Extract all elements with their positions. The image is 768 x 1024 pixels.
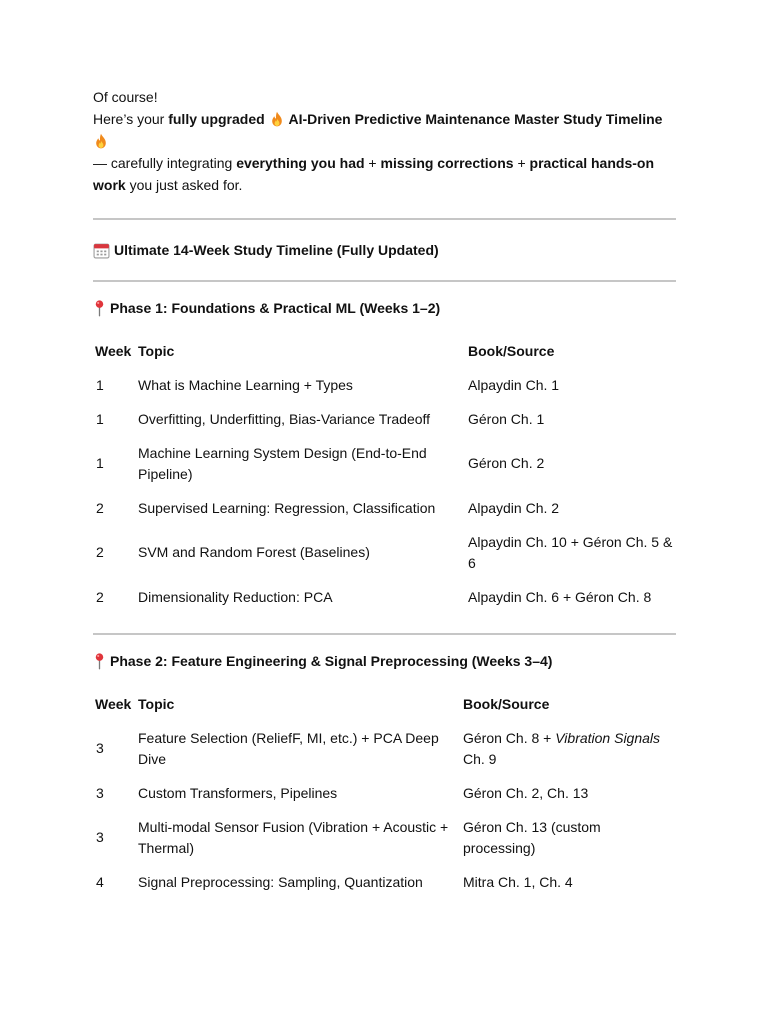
column-header-topic: Topic [138,343,175,359]
cell-topic: Dimensionality Reduction: PCA [138,588,333,605]
cell-topic: Machine Learning System Design (End-to-End Pipeline) [138,444,427,482]
table-row [93,580,676,614]
cell-topic: Signal Preprocessing: Sampling, Quantization [138,873,423,890]
cell-source: Géron Ch. 2 [468,455,545,471]
cell-source: Alpaydin Ch. 1 [468,376,560,393]
table-row [93,491,676,525]
intro-bold-text: everything you had [236,155,365,171]
cell-topic: Custom Transformers, Pipelines [138,784,338,801]
column-header-source: Book/Source [463,696,550,712]
phase2-title: Phase 2: Feature Engineering & Signal Preprocessing (Weeks 3–4) [110,653,553,669]
cell-week: 3 [96,784,104,801]
table-row [93,525,676,580]
intro-bold-title: AI-Driven Predictive Maintenance Master Study Timeline [288,111,663,127]
cell-week: 3 [96,829,104,845]
phase1-title: Phase 1: Foundations & Practical ML (Weeks 1–2) [110,300,441,316]
cell-week: 4 [96,873,104,890]
table-row [93,402,676,436]
cell-week: 1 [96,376,104,393]
source-text: Géron Ch. 8 + [463,729,556,746]
timeline-title: Ultimate 14-Week Study Timeline (Fully Updated) [114,242,439,258]
source-text: Ch. 9 [463,750,497,767]
cell-source: Géron Ch. 1 [468,410,545,427]
table-row [93,368,676,402]
cell-week: 2 [96,588,104,605]
column-header-week: Week [95,696,132,712]
intro-line-1: Of course! [93,89,158,105]
table-row [93,436,676,491]
fire-icon [269,111,285,127]
column-header-topic: Topic [138,696,175,712]
intro-text: + [364,155,381,171]
round-pushpin-icon [93,652,106,670]
phase1-heading [93,282,676,334]
cell-topic: Supervised Learning: Regression, Classification [138,499,436,516]
fire-icon [93,133,109,149]
cell-week: 2 [96,544,104,560]
cell-week: 1 [96,410,104,427]
cell-source: Alpaydin Ch. 2 [468,499,560,516]
cell-week: 3 [96,740,104,756]
intro-line-3 [93,152,676,196]
cell-topic: Multi-modal Sensor Fusion (Vibration + Acoustic + Thermal) [138,818,449,856]
cell-topic: Feature Selection (ReliefF, MI, etc.) + PCA Deep Dive [138,729,439,767]
cell-topic: Overfitting, Underfitting, Bias-Variance Tradeoff [138,410,431,427]
cell-week: 2 [96,499,104,516]
table-row [93,721,676,776]
phase2-table [93,687,676,899]
intro-paragraph [93,86,676,196]
table-header-row [93,687,676,721]
intro-text: + [513,155,530,171]
cell-source: Alpaydin Ch. 10 + Géron Ch. 5 & 6 [468,533,673,571]
calendar-icon [93,242,110,259]
document-page [93,86,676,899]
intro-text: you just asked for. [125,177,243,193]
cell-topic: What is Machine Learning + Types [138,376,353,393]
column-header-week: Week [95,343,132,359]
cell-week: 1 [96,455,104,471]
intro-text: Here’s your [93,111,169,127]
intro-bold-text: practical hands-on work [93,155,654,193]
cell-source: Mitra Ch. 1, Ch. 4 [463,873,573,890]
table-row [93,865,676,899]
source-italic-title: Vibration Signals [555,729,661,746]
table-row [93,810,676,865]
timeline-heading [93,220,676,280]
phase2-heading [93,635,676,687]
intro-line-2 [93,108,676,152]
cell-source: Géron Ch. 2, Ch. 13 [463,784,589,801]
cell-source: Alpaydin Ch. 6 + Géron Ch. 8 [468,588,652,605]
cell-source [461,721,676,776]
intro-text: — carefully integrating [93,155,237,171]
cell-source: Géron Ch. 13 (custom processing) [463,818,601,856]
intro-bold-text: missing corrections [380,155,514,171]
phase1-table [93,334,676,614]
table-header-row [93,334,676,368]
intro-bold-text: fully upgraded [168,111,265,127]
round-pushpin-icon [93,299,106,317]
column-header-source: Book/Source [468,343,555,359]
cell-topic: SVM and Random Forest (Baselines) [138,544,370,560]
table-row [93,776,676,810]
